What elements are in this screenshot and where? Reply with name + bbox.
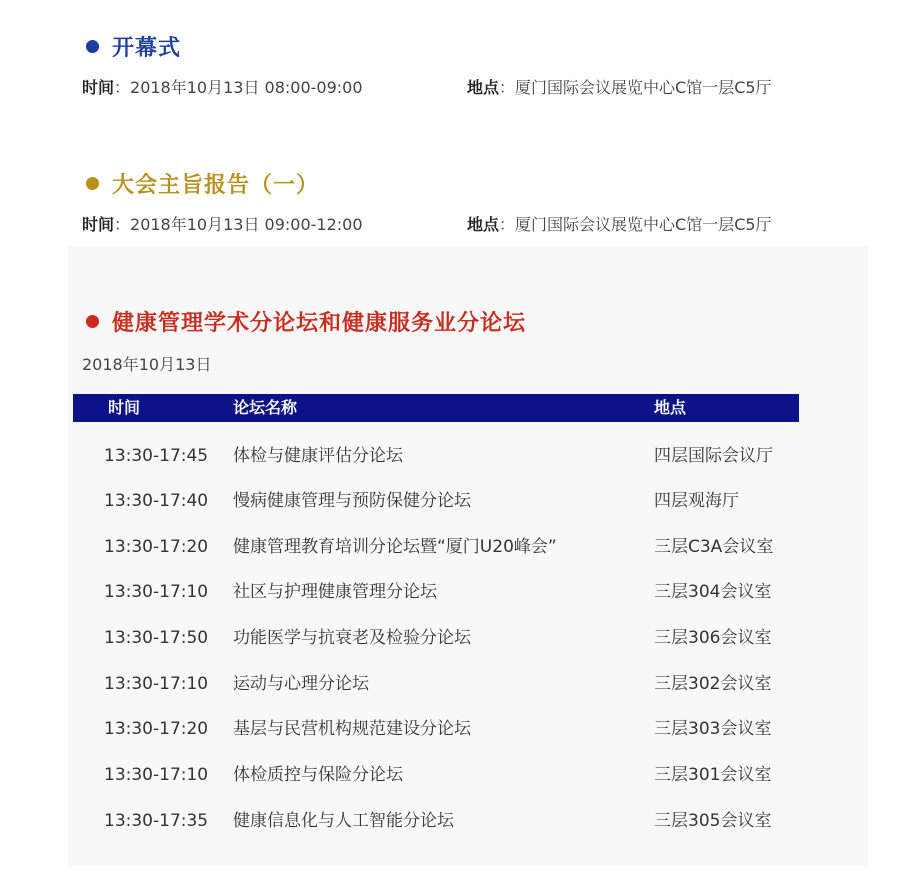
time-label: 时间: [82, 215, 115, 234]
location-value: ：厦门国际会议展览中心C馆一层C5厅: [499, 78, 772, 97]
section-keynote-location: [467, 213, 772, 237]
row-location: 三层305会议室: [654, 811, 772, 831]
table-row: [0, 715, 900, 743]
schedule-table-header: [73, 394, 799, 422]
time-value: ：2018年10月13日 09:00-12:00: [114, 215, 363, 234]
row-forum-name: 体检质控与保险分论坛: [233, 765, 403, 785]
bullet-dot-icon: [86, 40, 99, 53]
section-opening-time: [82, 76, 363, 100]
row-location: 三层C3A会议室: [654, 537, 774, 557]
row-location: 三层301会议室: [654, 765, 772, 785]
table-row: [0, 761, 900, 789]
header-time: 时间: [108, 398, 141, 417]
row-time: 13:30-17:45: [104, 446, 209, 466]
row-time: 13:30-17:50: [104, 628, 209, 648]
table-row: [0, 578, 900, 606]
bullet-dot-icon: [86, 177, 99, 190]
location-label: 地点: [467, 78, 500, 97]
row-time: 13:30-17:10: [104, 674, 209, 694]
row-forum-name: 慢病健康管理与预防保健分论坛: [233, 491, 471, 511]
row-location: 三层302会议室: [654, 674, 772, 694]
section-keynote-title: 大会主旨报告（一）: [112, 172, 320, 198]
section-opening-location: [467, 76, 772, 100]
row-time: 13:30-17:35: [104, 811, 209, 831]
row-location: 四层国际会议厅: [654, 446, 773, 466]
row-forum-name: 体检与健康评估分论坛: [233, 446, 403, 466]
section-forum-heading: [86, 306, 526, 336]
row-location: 三层303会议室: [654, 719, 772, 739]
forum-date: 2018年10月13日: [82, 355, 212, 374]
row-time: 13:30-17:20: [104, 537, 209, 557]
section-opening-title: 开幕式: [112, 35, 182, 61]
row-location: 四层观海厅: [654, 491, 739, 511]
row-time: 13:30-17:10: [104, 765, 209, 785]
row-location: 三层304会议室: [654, 582, 772, 602]
table-row: [0, 533, 900, 561]
row-time: 13:30-17:20: [104, 719, 209, 739]
row-forum-name: 健康信息化与人工智能分论坛: [233, 811, 454, 831]
row-time: 13:30-17:40: [104, 491, 209, 511]
header-forum-name: 论坛名称: [233, 398, 298, 417]
row-forum-name: 健康管理教育培训分论坛暨“厦门U20峰会”: [233, 537, 557, 557]
table-row: [0, 624, 900, 652]
section-forum-title: 健康管理学术分论坛和健康服务业分论坛: [112, 310, 527, 336]
time-value: ：2018年10月13日 08:00-09:00: [114, 78, 363, 97]
table-row: [0, 442, 900, 470]
row-location: 三层306会议室: [654, 628, 772, 648]
row-forum-name: 社区与护理健康管理分论坛: [233, 582, 437, 602]
table-row: [0, 670, 900, 698]
section-opening-heading: [86, 31, 181, 61]
bullet-dot-icon: [86, 315, 99, 328]
row-time: 13:30-17:10: [104, 582, 209, 602]
location-label: 地点: [467, 215, 500, 234]
row-forum-name: 基层与民营机构规范建设分论坛: [233, 719, 471, 739]
header-location: 地点: [654, 398, 687, 417]
section-keynote-heading: [86, 168, 319, 198]
time-label: 时间: [82, 78, 115, 97]
section-keynote-time: [82, 213, 363, 237]
row-forum-name: 功能医学与抗衰老及检验分论坛: [233, 628, 471, 648]
location-value: ：厦门国际会议展览中心C馆一层C5厅: [499, 215, 772, 234]
row-forum-name: 运动与心理分论坛: [233, 674, 369, 694]
table-row: [0, 487, 900, 515]
table-row: [0, 807, 900, 835]
